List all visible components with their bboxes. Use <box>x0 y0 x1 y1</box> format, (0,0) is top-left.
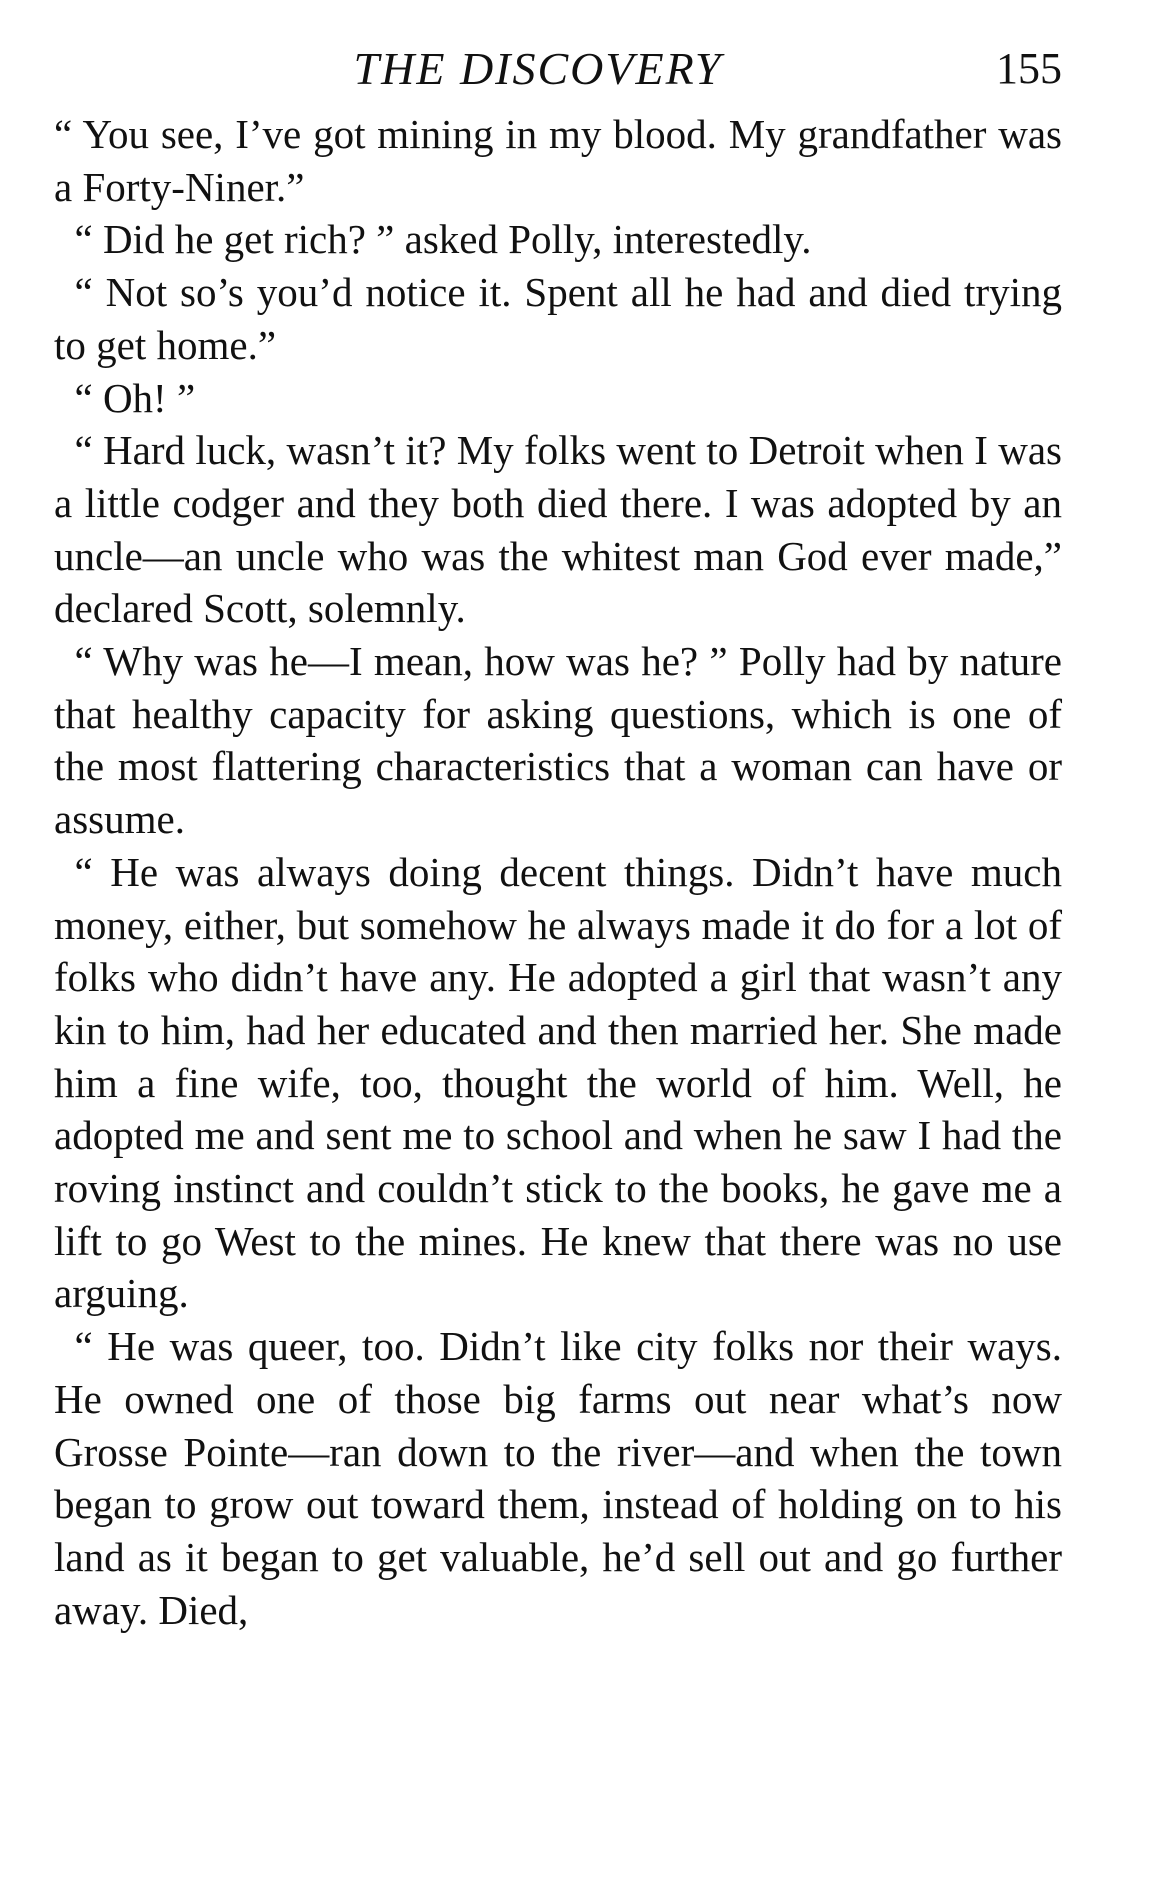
paragraph: “ You see, I’ve got mining in my blood. My grandfather was a Forty-Niner.” <box>54 111 1062 210</box>
page-number: 155 <box>996 44 1062 93</box>
paragraph: “ He was queer, too. Didn’t like city folks nor their ways. He owned one of those big farms out near what’s now Grosse Pointe—ran down to the river—and when the town began to grow out toward them, instead of holding on to his land as it began to get valuable, he’d sell out and go further away. Died, <box>54 1323 1062 1633</box>
paragraph: “ Not so’s you’d notice it. Spent all he had and died trying to get home.” <box>54 269 1062 368</box>
paragraph: “ Oh! ” <box>74 374 196 421</box>
book-page <box>54 40 1062 1636</box>
body-text <box>54 108 1062 1636</box>
running-title: THE DISCOVERY <box>353 43 723 94</box>
paragraph: “ Did he get rich? ” asked Polly, interestedly. <box>74 216 812 263</box>
running-head <box>54 40 1062 98</box>
paragraph: “ Why was he—I mean, how was he? ” Polly had by nature that healthy capacity for asking questions, which is one of the most flattering characteristics that a woman can have or assume. <box>54 638 1062 843</box>
paragraph: “ He was always doing decent things. Didn’t have much money, either, but somehow he always made it do for a lot of folks who didn’t have any. He adopted a girl that wasn’t any kin to him, had her educated and then married her. She made him a fine wife, too, thought the world of him. Well, he adopted me and sent me to school and when he saw I had the roving instinct and couldn’t stick to the books, he gave me a lift to go West to the mines. He knew that there was no use arguing. <box>54 848 1062 1317</box>
paragraph: “ Hard luck, wasn’t it? My folks went to Detroit when I was a little codger and they both died there. I was adopted by an uncle—an uncle who was the whitest man God ever made,” declared Scott, solemnly. <box>54 427 1062 632</box>
